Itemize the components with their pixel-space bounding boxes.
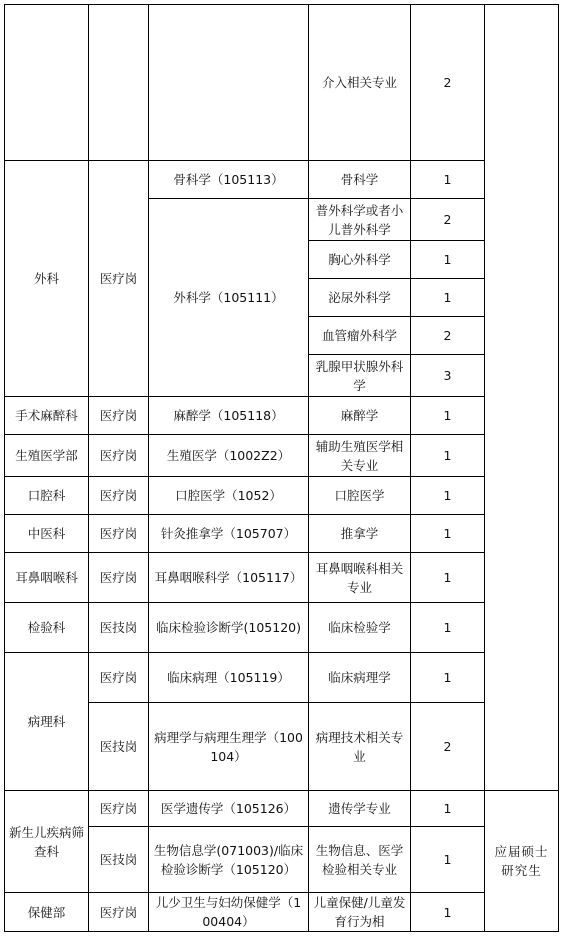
- count-cell: 2: [411, 317, 485, 355]
- major-cell: 辅助生殖医学相关专业: [309, 435, 411, 477]
- dept-cell: 外科: [5, 161, 89, 397]
- count-cell: 2: [411, 199, 485, 241]
- discipline-cell: 临床病理（105119）: [149, 653, 309, 703]
- count-cell: 1: [411, 791, 485, 827]
- count-cell: 1: [411, 161, 485, 199]
- count-cell: 1: [411, 279, 485, 317]
- discipline-cell: 儿少卫生与妇幼保健学（100404）: [149, 893, 309, 932]
- major-cell: 推拿学: [309, 515, 411, 553]
- post-cell: 医技岗: [89, 827, 149, 893]
- discipline-cell: 麻醉学（105118）: [149, 397, 309, 435]
- post-cell: 医疗岗: [89, 553, 149, 603]
- post-cell: 医技岗: [89, 703, 149, 791]
- dept-cell: 新生儿疾病筛查科: [5, 791, 89, 893]
- post-cell: 医疗岗: [89, 435, 149, 477]
- dept-cell: 检验科: [5, 603, 89, 653]
- table-row: [5, 603, 559, 653]
- major-cell: 遗传学专业: [309, 791, 411, 827]
- dept-cell: 生殖医学部: [5, 435, 89, 477]
- major-cell: 泌尿外科学: [309, 279, 411, 317]
- dept-cell: 病理科: [5, 653, 89, 791]
- discipline-cell: 针灸推拿学（105707）: [149, 515, 309, 553]
- table-row: [5, 653, 559, 703]
- dept-cell: 保健部: [5, 893, 89, 932]
- count-cell: 1: [411, 893, 485, 932]
- major-cell: 麻醉学: [309, 397, 411, 435]
- note-cell: 应届硕士研究生: [485, 791, 559, 932]
- count-cell: 2: [411, 703, 485, 791]
- post-cell: 医疗岗: [89, 893, 149, 932]
- dept-cell: 中医科: [5, 515, 89, 553]
- count-cell: 1: [411, 827, 485, 893]
- discipline-cell: 耳鼻咽喉科学（105117）: [149, 553, 309, 603]
- discipline-cell: 医学遗传学（105126）: [149, 791, 309, 827]
- count-cell: 1: [411, 477, 485, 515]
- major-cell: 病理技术相关专业: [309, 703, 411, 791]
- major-cell: 血管瘤外科学: [309, 317, 411, 355]
- major-cell: 乳腺甲状腺外科学: [309, 355, 411, 397]
- post-cell: 医技岗: [89, 603, 149, 653]
- discipline-cell: 外科学（105111）: [149, 199, 309, 397]
- major-cell: 儿童保健/儿童发育行为相: [309, 893, 411, 932]
- table-row: [5, 435, 559, 477]
- table-row: [5, 827, 559, 893]
- major-cell: 耳鼻咽喉科相关专业: [309, 553, 411, 603]
- post-cell: 医疗岗: [89, 791, 149, 827]
- major-cell: 口腔医学: [309, 477, 411, 515]
- count-cell: 1: [411, 241, 485, 279]
- table-row: [5, 703, 559, 791]
- count-cell: 1: [411, 397, 485, 435]
- count-cell: 1: [411, 553, 485, 603]
- count-cell: 1: [411, 435, 485, 477]
- table-row: [5, 477, 559, 515]
- post-cell: 医疗岗: [89, 515, 149, 553]
- table-row: [5, 515, 559, 553]
- post-cell: 医疗岗: [89, 397, 149, 435]
- post-cell: 医疗岗: [89, 653, 149, 703]
- dept-cell: 耳鼻咽喉科: [5, 553, 89, 603]
- note-cell-blank: [485, 5, 559, 791]
- major-cell: 普外科学或者小儿普外科学: [309, 199, 411, 241]
- count-cell: 2: [411, 5, 485, 161]
- discipline-cell: [149, 5, 309, 161]
- major-cell: 介入相关专业: [309, 5, 411, 161]
- dept-cell: [5, 5, 89, 161]
- discipline-cell: 骨科学（105113）: [149, 161, 309, 199]
- discipline-cell: 口腔医学（1052）: [149, 477, 309, 515]
- discipline-cell: 生殖医学（1002Z2）: [149, 435, 309, 477]
- post-cell: 医疗岗: [89, 477, 149, 515]
- recruitment-table: [4, 4, 559, 932]
- table-row: [5, 5, 559, 161]
- table-row: [5, 161, 559, 199]
- dept-cell: 口腔科: [5, 477, 89, 515]
- major-cell: 临床检验学: [309, 603, 411, 653]
- table-row: [5, 791, 559, 827]
- discipline-cell: 临床检验诊断学(105120): [149, 603, 309, 653]
- major-cell: 临床病理学: [309, 653, 411, 703]
- table-row: [5, 893, 559, 932]
- discipline-cell: 病理学与病理生理学（100104）: [149, 703, 309, 791]
- post-cell: 医疗岗: [89, 161, 149, 397]
- major-cell: 胸心外科学: [309, 241, 411, 279]
- count-cell: 1: [411, 603, 485, 653]
- count-cell: 1: [411, 515, 485, 553]
- major-cell: 骨科学: [309, 161, 411, 199]
- post-cell: [89, 5, 149, 161]
- table-row: [5, 397, 559, 435]
- table-row: [5, 553, 559, 603]
- dept-cell: 手术麻醉科: [5, 397, 89, 435]
- discipline-cell: 生物信息学(071003)/临床检验诊断学（105120）: [149, 827, 309, 893]
- count-cell: 3: [411, 355, 485, 397]
- count-cell: 1: [411, 653, 485, 703]
- major-cell: 生物信息、医学检验相关专业: [309, 827, 411, 893]
